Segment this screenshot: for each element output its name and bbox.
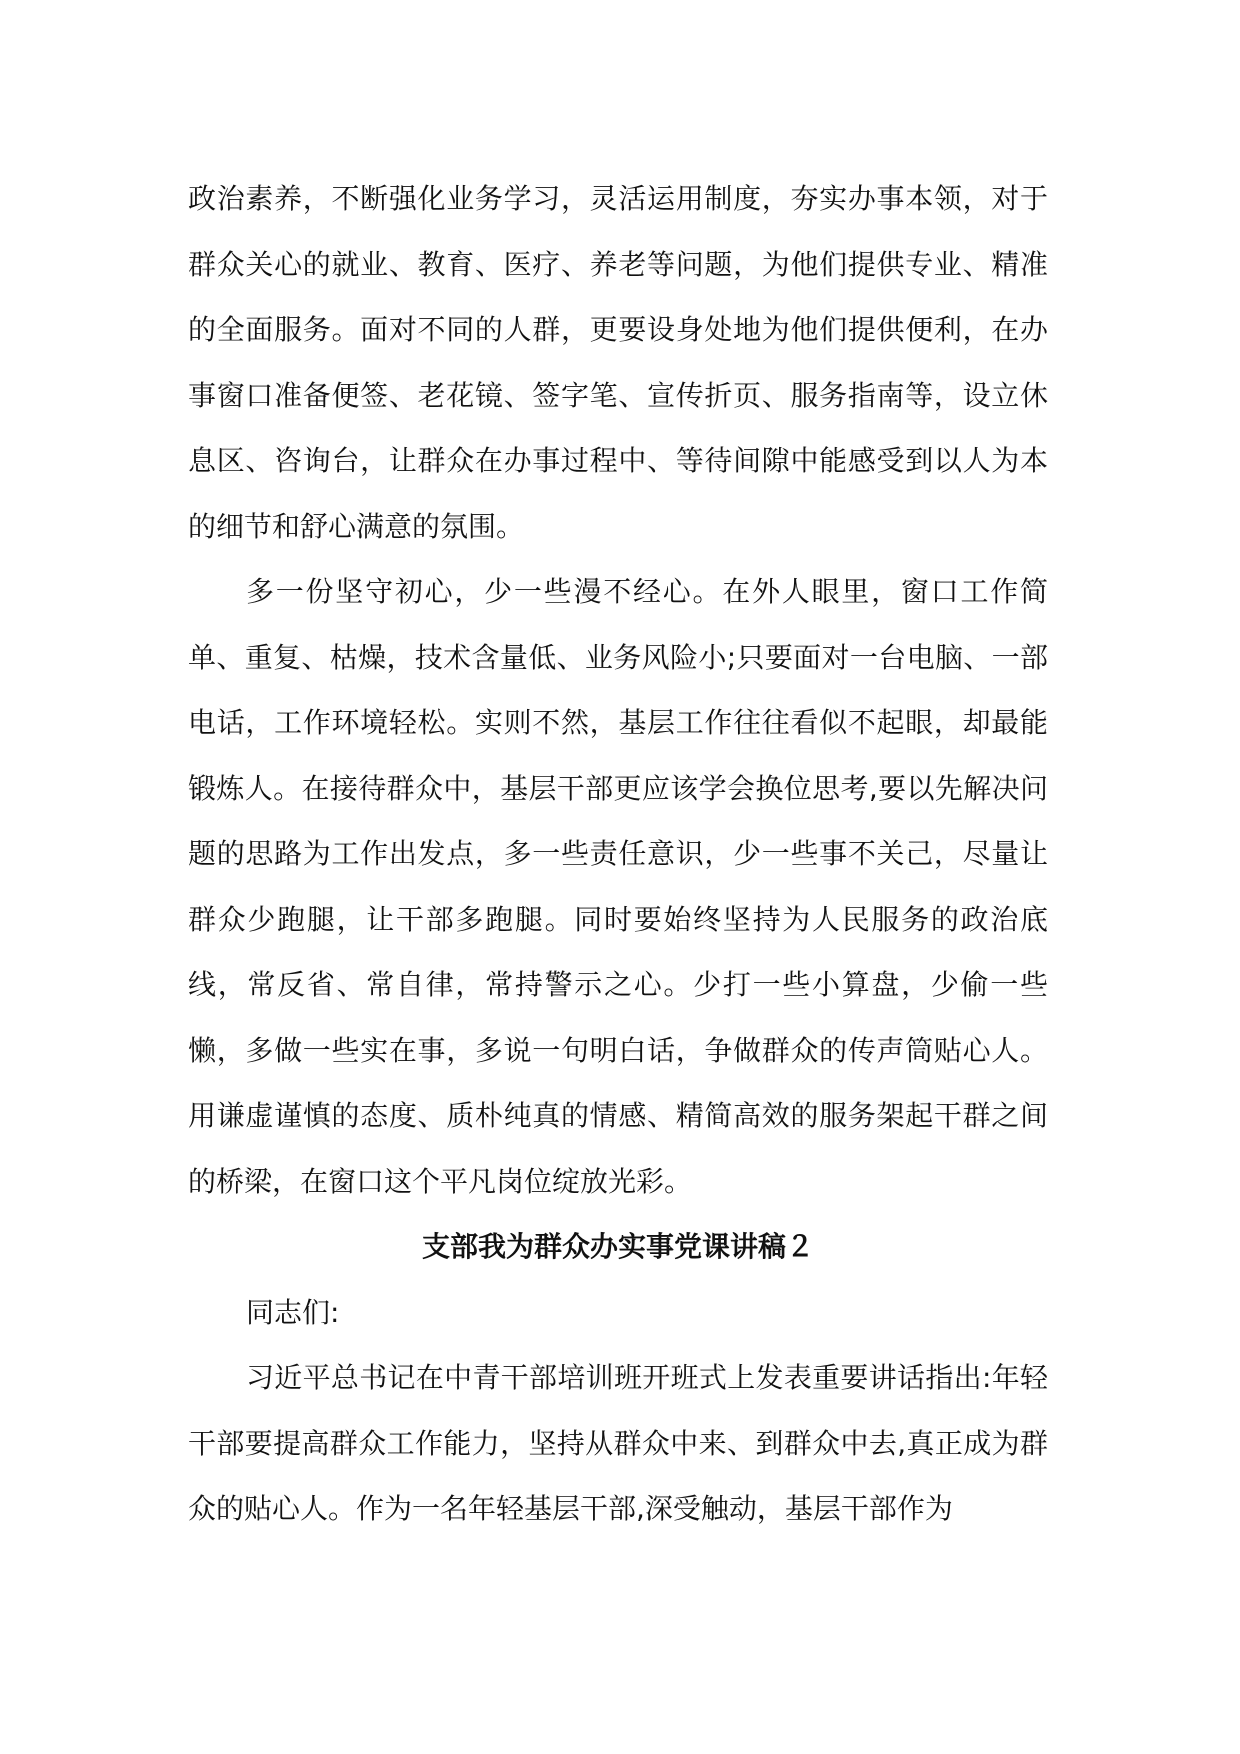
paragraph: 习近平总书记在中青干部培训班开班式上发表重要讲话指出:年轻干部要提高群众工作能力，坚持从群众中来、到群众中去,真正成为群众的贴心人。作为一名年轻基层干部,深受触动，基层干部作为 — [188, 1361, 1048, 1525]
paragraph-continued: 政治素养，不断强化业务学习，灵活运用制度，夯实办事本领，对于群众关心的就业、教育、医疗、养老等问题，为他们提供专业、精准的全面服务。面对不同的人群，更要设身处地为他们提供便利，在办事窗口准备便签、老花镜、签字笔、宣传折页、服务指南等，设立休息区、咨询台，让群众在办事过程中、等待间隙中能感受到以人为本的细节和舒心满意的氛围。 — [188, 182, 1048, 543]
paragraph: 多一份坚守初心，少一些漫不经心。在外人眼里，窗口工作简单、重复、枯燥，技术含量低、业务风险小;只要面对一台电脑、一部电话，工作环境轻松。实则不然，基层工作往往看似不起眼，却最能锻炼人。在接待群众中，基层干部更应该学会换位思考,要以先解决问题的思路为工作出发点，多一些责任意识，少一些事不关己，尽量让群众少跑腿，让干部多跑腿。同时要始终坚持为人民服务的政治底线，常反省、常自律，常持警示之心。少打一些小算盘，少偷一些懒，多做一些实在事，多说一句明白话，争做群众的传声筒贴心人。用谦虚谨慎的态度、质朴纯真的情感、精简高效的服务架起干群之间的桥梁，在窗口这个平凡岗位绽放光彩。 — [188, 575, 1048, 1198]
salutation: 同志们: — [246, 1295, 340, 1329]
document-body — [188, 166, 1048, 1542]
section-heading: 支部我为群众办实事党课讲稿２ — [421, 1230, 814, 1263]
